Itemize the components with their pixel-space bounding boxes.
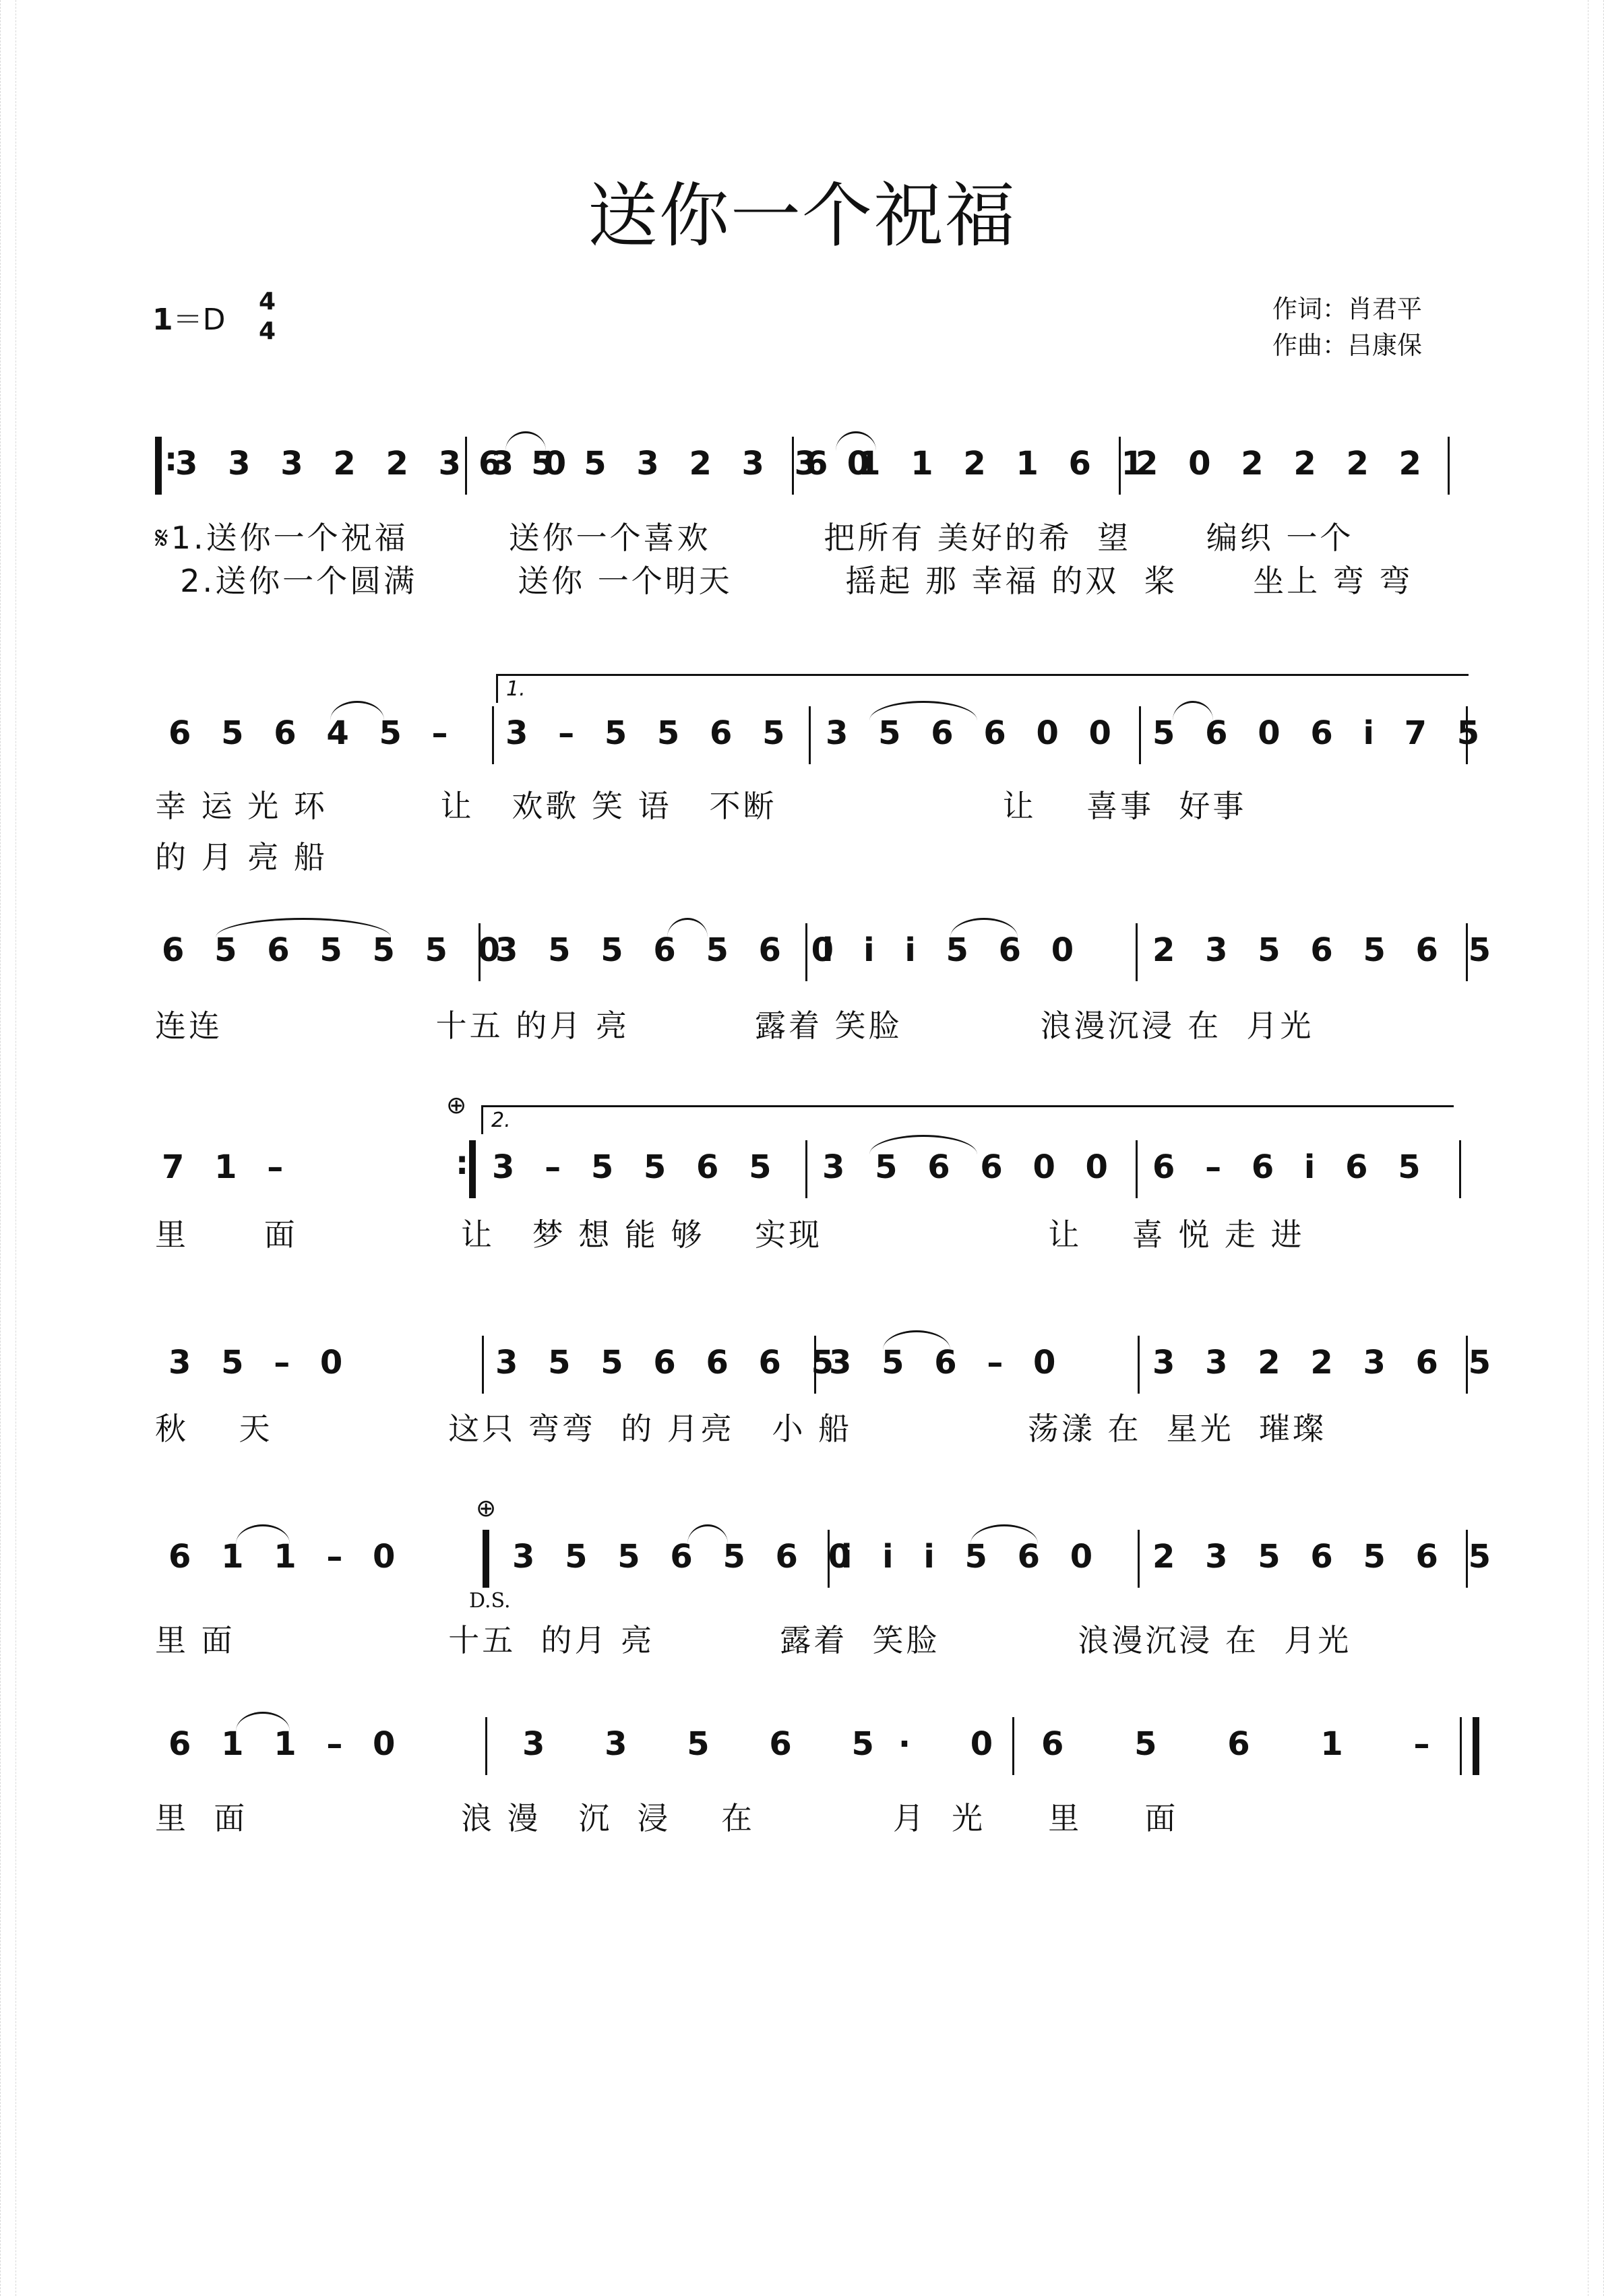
barline (1459, 1140, 1461, 1198)
lyrics-verse-1: 𝄋1.送你一个祝福 送你一个喜欢 把所有 美好的希 望 编织 一个 (155, 520, 1354, 556)
segno-bar (483, 1530, 489, 1588)
measure-1: 6 1 1 – 0 (168, 1725, 405, 1763)
notes-row (155, 1135, 1469, 1222)
notes-row (155, 431, 1469, 519)
repeat-dots: : (456, 1144, 469, 1182)
volta-bracket (481, 1105, 1454, 1134)
volta-label: 2. (491, 1109, 511, 1132)
barline (1119, 437, 1121, 495)
barline (1138, 1530, 1140, 1588)
barline (1136, 923, 1138, 981)
slur (667, 918, 708, 937)
measure-4: 6 – 6 i 6 5 (1152, 1148, 1430, 1186)
lyrics-line: 里 面 浪 漫 沉 浸 在 月 光 里 面 (155, 1800, 1179, 1836)
left-margin-strip (0, 0, 16, 2296)
notes-row (155, 1524, 1501, 1612)
measure-2: 6 5 5 3 2 3 3 0 (479, 445, 880, 483)
barline (482, 1336, 484, 1394)
coda-sign: ⊕ (446, 1092, 467, 1119)
measure-4: 2 0 2 2 2 2 (1136, 445, 1431, 483)
barline (479, 923, 481, 981)
measure-1: 3 5 – 0 (168, 1344, 352, 1382)
barline (792, 437, 794, 495)
measure-2: 3 5 5 6 5 6 0 (495, 931, 844, 969)
measure-2: 3 5 5 6 6 6 5 (495, 1344, 844, 1382)
credits (1272, 291, 1422, 364)
measure-4: 5 6 0 6 i 7 5 (1152, 714, 1489, 752)
measure-3: 3 5 6 6 0 0 (822, 1148, 1117, 1186)
page-title: 送你一个祝福 (587, 175, 1016, 257)
measure-3: 3 5 6 6 0 0 (826, 714, 1121, 752)
measure-3: 3 5 6 – 0 (829, 1344, 1066, 1382)
barline (805, 1140, 807, 1198)
barline (1139, 706, 1141, 764)
barline (1466, 1530, 1468, 1588)
barline (492, 706, 494, 764)
slur (950, 918, 1018, 937)
time-signature (259, 287, 276, 346)
barline (485, 1717, 487, 1775)
barline (1466, 923, 1468, 981)
lyrics-line: 连连 十五 的月 亮 露着 笑脸 浪漫沉浸 在 月光 (155, 1007, 1314, 1044)
repeat-dots: : (164, 441, 178, 478)
notes-row (155, 1712, 1469, 1799)
lyrics-line-1: 幸 运 光 环 让 欢歌 笑 语 不断 让 喜事 好事 (155, 788, 1247, 824)
volta-label: 1. (506, 677, 526, 701)
measure-3: i i i 5 6 0 (841, 1538, 1103, 1576)
slur (970, 1524, 1038, 1544)
barline (465, 437, 467, 495)
measure-3: 6 1 1 2 1 6 1 (805, 445, 1154, 483)
lyrics-line-2: 的 月 亮 船 (155, 839, 328, 875)
barline (805, 923, 807, 981)
dal-segno-mark: D.S. (469, 1589, 511, 1613)
barline (809, 706, 811, 764)
barline (1136, 1140, 1138, 1198)
barline (1466, 1336, 1468, 1394)
right-margin-strip (1588, 0, 1604, 2296)
repeat-end-bar (469, 1140, 476, 1198)
lyrics-verse-2: 2.送你一个圆满 送你 一个明天 摇起 那 幸福 的双 桨 坐上 弯 弯 (155, 563, 1413, 599)
barline (1448, 437, 1450, 495)
measure-3: i i i 5 6 0 (822, 931, 1084, 969)
volta-bracket (496, 674, 1469, 703)
measure-1: 6 5 6 4 5 – (168, 714, 458, 752)
measure-4: 2 3 5 6 5 6 5 (1152, 1538, 1501, 1576)
measure-2: 3 3 5 6 5· 0 (522, 1725, 1018, 1763)
barline (1466, 706, 1468, 764)
final-barline (1460, 1717, 1479, 1775)
repeat-start-bar (155, 437, 162, 495)
measure-3: 6 5 6 1 – (1041, 1725, 1460, 1763)
barline (1012, 1717, 1014, 1775)
notes-row (155, 701, 1489, 788)
measure-1: 7 1 – (162, 1148, 293, 1186)
time-top: 4 (259, 288, 276, 315)
measure-2: 3 – 5 5 6 5 (492, 1148, 781, 1186)
barline (828, 1530, 830, 1588)
notes-row (155, 918, 1501, 1005)
coda-sign: ⊕ (476, 1495, 497, 1522)
time-bottom: 4 (259, 317, 276, 345)
barline (1138, 1336, 1140, 1394)
lyrics-line: 里 面 让 梦 想 能 够 实现 让 喜 悦 走 进 (155, 1216, 1305, 1253)
measure-4: 2 3 5 6 5 6 5 (1152, 931, 1501, 969)
key-letter: ＝D (173, 303, 226, 337)
composer: 作曲：吕康保 (1272, 331, 1422, 360)
measure-1: 3 3 3 2 2 3 3 0 (175, 445, 576, 483)
measure-1: 6 5 6 5 5 5 0 (162, 931, 510, 969)
lyrics-line: 里 面 十五 的月 亮 露着 笑脸 浪漫沉浸 在 月光 (155, 1622, 1352, 1658)
lyrics-line: 秋 天 这只 弯弯 的 月亮 小 船 荡漾 在 星光 璀璨 (155, 1410, 1326, 1447)
measure-2: 3 – 5 5 6 5 (505, 714, 795, 752)
key-number: 1 (152, 303, 173, 337)
slur (687, 1524, 728, 1544)
measure-4: 3 3 2 2 3 6 5 (1152, 1344, 1501, 1382)
measure-1: 6 1 1 – 0 (168, 1538, 405, 1576)
measure-2: 3 5 5 6 5 6 0 (512, 1538, 861, 1576)
lyricist: 作词：肖君平 (1272, 294, 1422, 323)
barline (814, 1336, 816, 1394)
key-signature (152, 295, 226, 338)
